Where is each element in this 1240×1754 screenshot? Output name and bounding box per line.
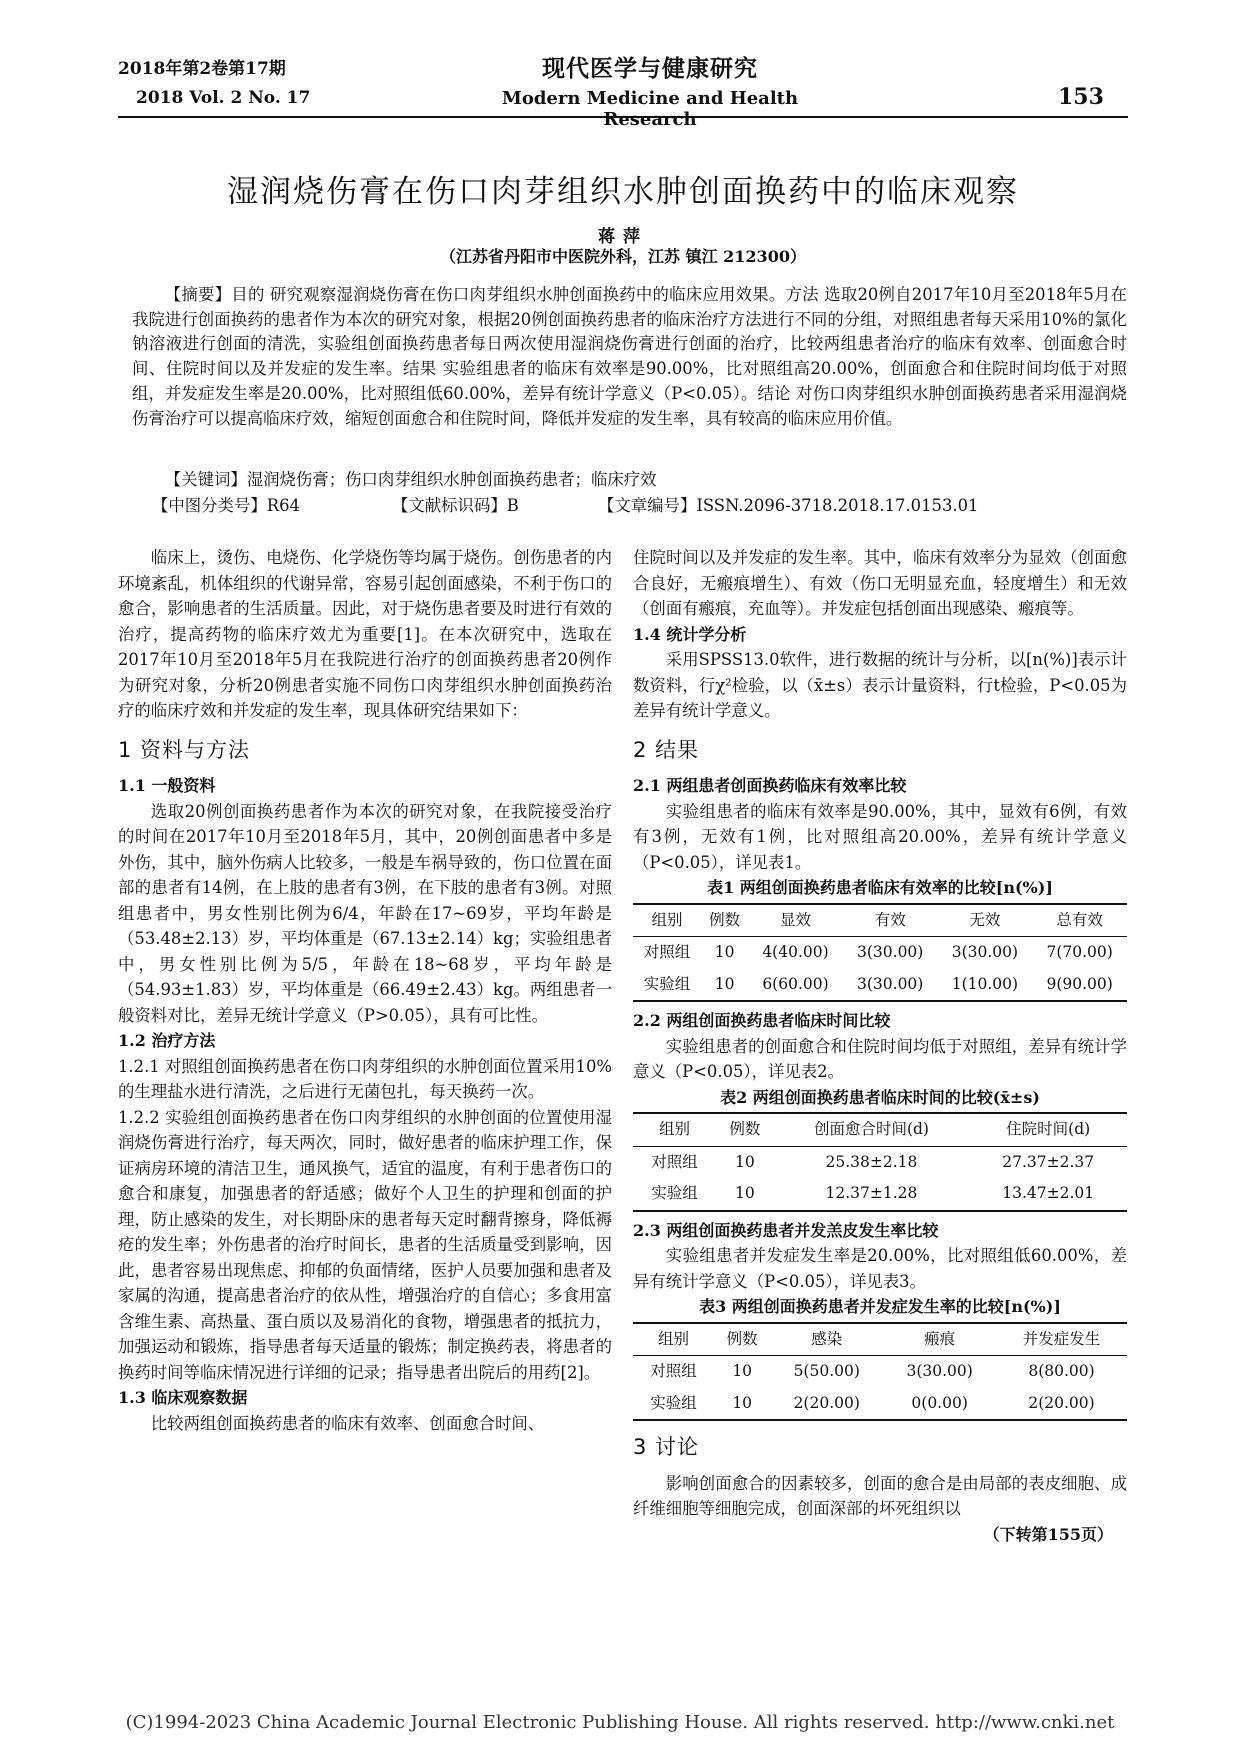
journal-title-en: Modern Medicine and Health Research <box>501 88 799 130</box>
keywords: 【关键词】湿润烧伤膏；伤口肉芽组织水肿创面换药患者；临床疗效 <box>164 470 657 489</box>
table-cell: 4(40.00) <box>762 943 829 961</box>
right-column <box>633 545 1127 1547</box>
table-cell: 实验组 <box>633 1388 714 1421</box>
table-cell: 12.37±1.28 <box>774 1178 970 1211</box>
table-cell: 3(30.00) <box>906 1362 973 1380</box>
article-title: 湿润烧伤膏在伤口肉芽组织水肿创面换药中的临床观察 <box>227 174 1019 210</box>
table-row <box>633 1146 1127 1178</box>
table-cell: 对照组 <box>643 943 691 961</box>
section-3-heading: 3 讨论 <box>633 1435 700 1459</box>
abstract: 【摘要】目的 研究观察湿润烧伤膏在伤口肉芽组织水肿创面换药中的临床应用效果。方法 选取20例自2017年10月至2018年5月在我院进行创面换药的患者作为本次的研究对象，根据20例创面换药患者的临床治疗方法进行不同的分组，对照组患者每天采用10%的氯化钠溶液进行创面的清洗，实验组创面换药患者每日两次使用湿润烧伤膏进行创面的治疗，比较两组患者治疗的临床有效率、创面愈合时间、住院时间以及并发症的发生率。结果 实验组患者的临床有效率是90.00%，比对照组高20.00%，创面愈合和住院时间均低于对照组，并发症发生率是20.00%，比对照组低60.00%，差异有统计学意义（P<0.05）。结论 对伤口肉芽组织水肿创面换药患者采用湿润烧伤膏治疗可以提高临床疗效，缩短创面愈合和住院时间，降低并发症的发生率，具有较高的临床应用价值。 <box>132 285 1127 428</box>
table-row <box>633 969 1127 1002</box>
table-cell: 10 <box>734 1152 755 1171</box>
section-2-3-text: 实验组患者并发症发生率是20.00%，比对照组低60.00%，差异有统计学意义（P<0.05），详见表3。 <box>633 1246 1127 1291</box>
section-1-2-1-text: 1.2.1 对照组创面换药患者在伤口肉芽组织的水肿创面位置采用10%的生理盐水进行清洗，之后进行无菌包扎，每天换药一次。 <box>118 1056 612 1101</box>
table-cell: 5(50.00) <box>793 1362 860 1380</box>
table-3-caption: 表3 两组创面换药患者并发症发生率的比较[n(%)] <box>699 1297 1061 1316</box>
table-cell: 10 <box>701 969 748 1002</box>
table-cell: 10 <box>714 943 735 961</box>
article-author: 蒋萍 <box>598 227 648 247</box>
section-1-3-text: 比较两组创面换药患者的临床有效率、创面愈合时间、 <box>150 1413 545 1433</box>
section-1-2-heading: 1.2 治疗方法 <box>118 1031 216 1050</box>
table-header: 感染 <box>770 1323 883 1356</box>
section-1-4-heading: 1.4 统计学分析 <box>633 624 747 644</box>
table-3 <box>633 1322 1127 1422</box>
section-1-3-continued: 住院时间以及并发症的发生率。其中，临床有效率分为显效（创面愈合良好，无瘢痕增生）、有效（伤口无明显充血，轻度增生）和无效（创面有瘢痕，充血等）。并发症包括创面出现感染、瘢痕等。 <box>633 548 1127 618</box>
table-header: 显效 <box>748 904 843 937</box>
table-header: 例数 <box>701 904 748 937</box>
table-cell: 10 <box>716 1178 774 1211</box>
table-cell: 10 <box>732 1362 753 1380</box>
table-2-caption: 表2 两组创面换药患者临床时间的比较(x̄±s) <box>720 1087 1040 1107</box>
table-row <box>633 1178 1127 1211</box>
section-2-2-text: 实验组患者的创面愈合和住院时间均低于对照组，差异有统计学意义（P<0.05），详见表2。 <box>633 1036 1127 1081</box>
table-cell: 7(70.00) <box>1046 943 1113 961</box>
article-number: 【文章编号】ISSN.2096-3718.2018.17.0153.01 <box>598 496 979 515</box>
table-cell: 6(60.00) <box>748 969 843 1002</box>
header-rule <box>118 116 1128 118</box>
table-cell: 9(90.00) <box>1032 969 1127 1002</box>
article-affiliation: （江苏省丹阳市中医院外科，江苏 镇江 212300） <box>440 247 806 266</box>
section-2-1-heading: 2.1 两组患者创面换药临床有效率比较 <box>633 776 907 795</box>
table-header: 有效 <box>843 904 938 937</box>
section-2-2-heading: 2.2 两组创面换药患者临床时间比较 <box>633 1011 891 1030</box>
table-cell: 实验组 <box>633 1178 716 1211</box>
table-cell: 对照组 <box>651 1152 698 1171</box>
table-cell: 3(30.00) <box>857 943 924 961</box>
left-column <box>118 545 612 1436</box>
table-cell: 27.37±2.37 <box>1002 1152 1095 1171</box>
section-1-4-text: 采用SPSS13.0软件，进行数据的统计与分析，以[n(%)]表示计数资料，行χ²检验，以（x̄±s）表示计量资料，行t检验，P<0.05为差异有统计学意义。 <box>633 650 1127 720</box>
section-3-text: 影响创面愈合的因素较多，创面的愈合是由局部的表皮细胞、成纤维细胞等细胞完成，创面深部的坏死组织以 <box>633 1473 1127 1518</box>
section-1-1-heading: 1.1 一般资料 <box>118 776 216 795</box>
table-header: 组别 <box>633 1113 716 1146</box>
copyright-footer: (C)1994-2023 China Academic Journal Electronic Publishing House. All rights reserved. http://www.cnki.net <box>125 1712 1115 1733</box>
table-cell: 对照组 <box>650 1362 697 1380</box>
table-row <box>633 937 1127 969</box>
table-row <box>633 1388 1127 1421</box>
section-1-3-heading: 1.3 临床观察数据 <box>118 1388 248 1407</box>
table-cell: 实验组 <box>633 969 701 1002</box>
section-2-1-text: 实验组患者的临床有效率是90.00%，其中，显效有6例，有效有3例，无效有1例，比对照组高20.00%，差异有统计学意义（P<0.05），详见表1。 <box>633 801 1127 872</box>
table-cell: 13.47±2.01 <box>969 1178 1127 1211</box>
table-header: 例数 <box>714 1323 770 1356</box>
table-2 <box>633 1112 1127 1212</box>
issue-cn: 2018年第2卷第17期 <box>118 59 286 79</box>
issue-en: 2018 Vol. 2 No. 17 <box>136 88 311 108</box>
table-cell: 1(10.00) <box>938 969 1033 1002</box>
page-number: 153 <box>1058 84 1104 110</box>
table-header: 住院时间(d) <box>969 1113 1127 1146</box>
table-cell: 3(30.00) <box>951 943 1019 961</box>
table-header: 例数 <box>716 1113 774 1146</box>
table-header: 创面愈合时间(d) <box>774 1113 970 1146</box>
journal-title-cn: 现代医学与健康研究 <box>542 55 758 82</box>
section-2-3-heading: 2.3 两组创面换药患者并发羔皮发生率比较 <box>633 1220 939 1240</box>
table-header: 组别 <box>633 1323 714 1356</box>
table-cell: 25.38±2.18 <box>825 1152 918 1171</box>
document-code: 【文献标识码】B <box>392 496 519 515</box>
table-header: 无效 <box>938 904 1033 937</box>
table-1 <box>633 903 1127 1003</box>
table-cell: 2(20.00) <box>770 1388 883 1421</box>
table-header: 瘢痕 <box>883 1323 996 1356</box>
table-header: 总有效 <box>1032 904 1127 937</box>
table-row <box>633 1356 1127 1388</box>
section-1-heading: 1 资料与方法 <box>118 737 251 762</box>
continued-note: （下转第155页） <box>983 1524 1113 1544</box>
table-cell: 8(80.00) <box>1028 1362 1095 1380</box>
intro-paragraph: 临床上，烫伤、电烧伤、化学烧伤等均属于烧伤。创伤患者的内环境紊乱，机体组织的代谢异常，容易引起创面感染，不利于伤口的愈合，影响患者的生活质量。因此，对于烧伤患者要及时进行有效的治疗，提高药物的临床疗效尤为重要[1]。在本次研究中，选取在2017年10月至2018年5月在我院进行治疗的创面换药患者20例作为研究对象，分析20例患者实施不同伤口肉芽组织水肿创面换药治疗的临床疗效和并发症的发生率，现具体研究结果如下： <box>118 548 612 720</box>
section-2-heading: 2 结果 <box>633 737 700 762</box>
clc-number: 【中图分类号】R64 <box>152 496 300 515</box>
table-cell: 10 <box>714 1388 770 1421</box>
table-header: 组别 <box>633 904 701 937</box>
table-cell: 3(30.00) <box>843 969 938 1002</box>
table-cell: 2(20.00) <box>996 1388 1127 1421</box>
section-1-1-text: 选取20例创面换药患者作为本次的研究对象，在我院接受治疗的时间在2017年10月至2018年5月，其中，20例创面患者中多是外伤，其中，脑外伤病人比较多，一般是车祸导致的，伤口位置在面部的患者有14例，在上肢的患者有3例，在下肢的患者有3例。对照组患者中，男女性别比例为6/4，年龄在17~69岁，平均年龄是（53.48±2.13）岁，平均体重是（67.13±2.14）kg；实验组患者中，男女性别比例为5/5，年龄在18~68岁，平均年龄是（54.93±1.83）岁，平均体重是（66.49±2.43）kg。两组患者一般资料对比，差异无统计学意义（P>0.05），具有可比性。 <box>118 801 612 1025</box>
section-1-2-2-text: 1.2.2 实验组创面换药患者在伤口肉芽组织的水肿创面的位置使用湿润烧伤膏进行治疗，每天两次，同时，做好患者的临床护理工作，保证病房环境的清洁卫生，通风换气，适宜的温度，有利于患者伤口的愈合和康复，加强患者的舒适感；做好个人卫生的护理和创面的护理，防止感染的发生，对长期卧床的患者每天定时翻背擦身，降低褥疮的发生率；外伤患者的治疗时间长，患者的生活质量受到影响，因此，患者容易出现焦虑、抑郁的负面情绪，医护人员要加强和患者及家属的沟通，提高患者治疗的依从性，增强治疗的自信心；多食用富含维生素、高热量、蛋白质以及易消化的食物，增强患者的抵抗力，加强运动和锻炼，指导患者每天适量的锻炼；制定换药表，将患者的换药时间等临床情况进行详细的记录；指导患者出院后的用药[2]。 <box>118 1107 612 1382</box>
table-1-caption: 表1 两组创面换药患者临床有效率的比较[n(%)] <box>707 878 1053 897</box>
table-header: 并发症发生 <box>996 1323 1127 1356</box>
table-cell: 0(0.00) <box>883 1388 996 1421</box>
